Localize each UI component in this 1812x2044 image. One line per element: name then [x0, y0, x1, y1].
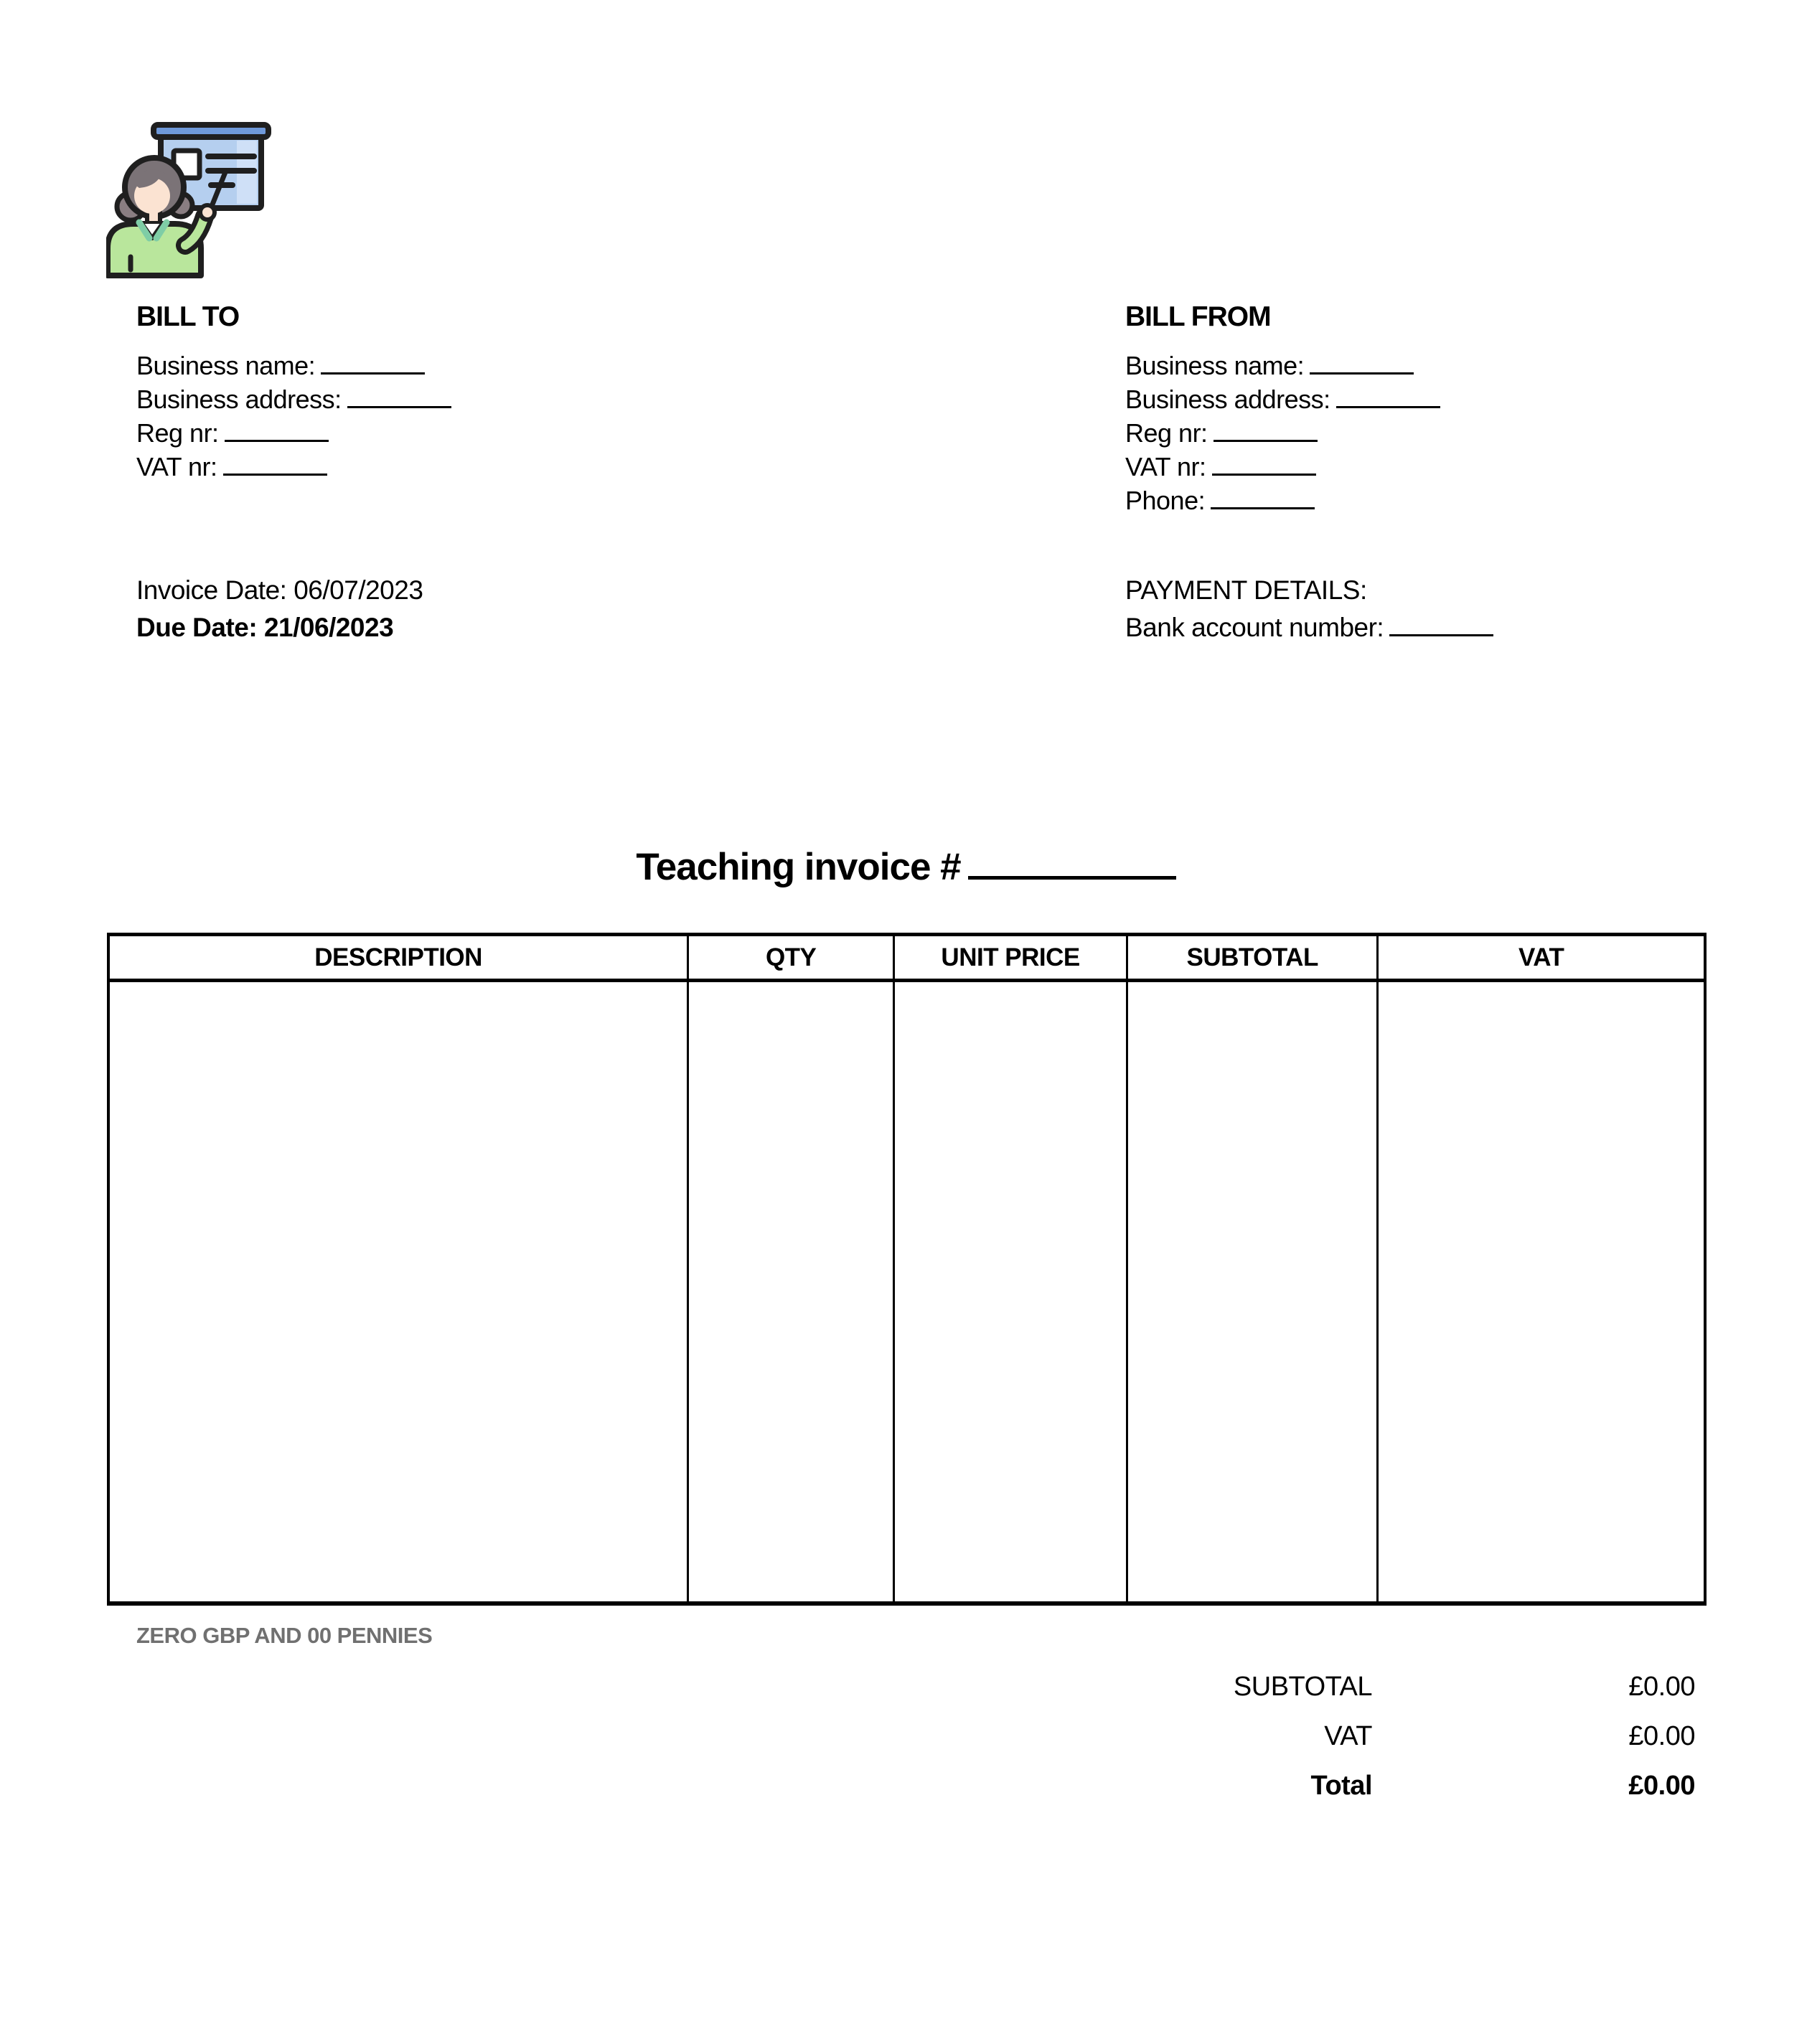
col-header-vat: VAT: [1378, 935, 1705, 981]
reg-nr-blank: [225, 418, 329, 442]
vat-value: £0.00: [1628, 1721, 1695, 1751]
table-header-row: [108, 935, 1705, 981]
invoice-number-blank: [968, 847, 1176, 880]
subtotal-row: [1234, 1672, 1695, 1702]
invoice-dates-section: [136, 572, 423, 646]
bill-from-heading: BILL FROM: [1125, 301, 1271, 332]
invoice-date-value: 06/07/2023: [294, 575, 423, 605]
field-label: Business address:: [136, 385, 342, 414]
cell-qty: [688, 981, 894, 1603]
vat-nr-blank: [223, 451, 327, 476]
bill-from-business-name-line: [1125, 349, 1642, 382]
col-header-description: DESCRIPTION: [108, 935, 688, 981]
bill-from-vat-nr-line: [1125, 450, 1642, 484]
col-header-subtotal: SUBTOTAL: [1127, 935, 1378, 981]
due-date-label: Due Date:: [136, 613, 258, 642]
bill-to-heading: BILL TO: [136, 301, 240, 332]
bill-from-phone-line: [1125, 484, 1642, 517]
bill-to-business-name-line: [136, 349, 653, 382]
reg-nr-blank: [1214, 418, 1318, 442]
cell-unit-price: [894, 981, 1127, 1603]
subtotal-value: £0.00: [1628, 1672, 1695, 1702]
phone-blank: [1211, 485, 1315, 509]
field-label: Business name:: [1125, 351, 1305, 380]
line-items-table: [107, 933, 1707, 1606]
teacher-presenting-icon: [106, 115, 280, 278]
due-date-value: 21/06/2023: [263, 613, 394, 642]
cell-subtotal: [1127, 981, 1378, 1603]
subtotal-label: SUBTOTAL: [1233, 1672, 1372, 1702]
amount-in-words: ZERO GBP AND 00 PENNIES: [136, 1623, 433, 1648]
totals-section: [1234, 1672, 1695, 1820]
field-label: VAT nr:: [136, 452, 217, 481]
field-label: Reg nr:: [136, 418, 219, 448]
bill-from-section: [1125, 301, 1642, 517]
field-label: Reg nr:: [1125, 418, 1208, 448]
invoice-date-line: [136, 572, 423, 609]
bill-to-reg-nr-line: [136, 416, 653, 450]
field-label: Business address:: [1125, 385, 1330, 414]
vat-nr-blank: [1212, 451, 1316, 476]
business-name-blank: [321, 350, 425, 375]
vat-row: [1234, 1721, 1695, 1752]
total-label: Total: [1310, 1771, 1372, 1801]
bill-from-business-address-line: [1125, 382, 1642, 416]
business-address-blank: [347, 384, 451, 408]
payment-details-heading: PAYMENT DETAILS:: [1125, 575, 1367, 605]
vat-label: VAT: [1324, 1721, 1372, 1751]
field-label: Phone:: [1125, 486, 1206, 515]
invoice-date-label: Invoice Date:: [136, 575, 287, 605]
bill-from-reg-nr-line: [1125, 416, 1642, 450]
business-name-blank: [1310, 350, 1414, 375]
total-row: [1234, 1771, 1695, 1802]
field-label: Business name:: [136, 351, 316, 380]
bill-to-business-address-line: [136, 382, 653, 416]
bank-account-line: [1125, 609, 1493, 646]
due-date-line: [136, 609, 423, 646]
payment-details-section: [1125, 572, 1493, 646]
invoice-title-text: Teaching invoice #: [636, 846, 961, 888]
total-value: £0.00: [1628, 1771, 1695, 1801]
bill-to-vat-nr-line: [136, 450, 653, 484]
col-header-qty: QTY: [688, 935, 894, 981]
table-row: [108, 981, 1705, 1603]
invoice-title: [0, 845, 1812, 889]
col-header-unit-price: UNIT PRICE: [894, 935, 1127, 981]
cell-vat: [1378, 981, 1705, 1603]
field-label: VAT nr:: [1125, 452, 1206, 481]
bank-account-blank: [1389, 611, 1493, 636]
bill-to-section: [136, 301, 653, 484]
bank-account-label: Bank account number:: [1125, 613, 1384, 642]
cell-description: [108, 981, 688, 1603]
business-address-blank: [1336, 384, 1440, 408]
